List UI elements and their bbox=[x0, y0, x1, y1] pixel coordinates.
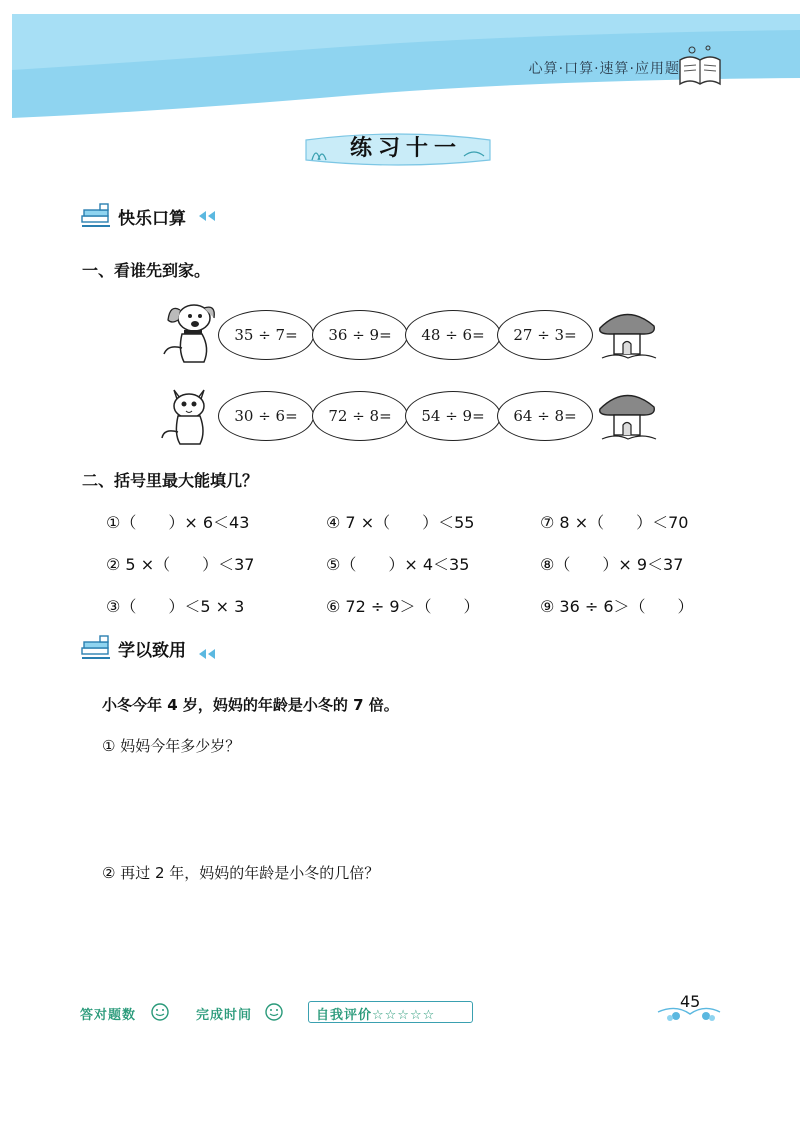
division-oval: 27 ÷ 3= bbox=[497, 310, 593, 360]
inequality-item: ⑧（ ）× 9＜37 bbox=[540, 555, 684, 574]
header-subtitle: 心算·口算·速算·应用题 bbox=[528, 61, 680, 77]
books-icon bbox=[80, 634, 114, 662]
division-oval: 54 ÷ 9= bbox=[405, 391, 501, 441]
sub-question-2: ② 再过 2 年，妈妈的年龄是小冬的几倍？ bbox=[102, 864, 380, 882]
mushroom-house-icon bbox=[596, 385, 660, 443]
smiley-icon bbox=[150, 1002, 170, 1022]
dog-icon bbox=[158, 298, 220, 366]
completion-time-label: 完成时间 bbox=[196, 1008, 253, 1023]
section-heading-xueyi: 学以致用 bbox=[118, 641, 186, 661]
open-book-icon bbox=[676, 42, 724, 90]
self-rating-label: 自我评价☆☆☆☆☆ bbox=[316, 1008, 436, 1023]
question-1-title: 一、看谁先到家。 bbox=[82, 261, 211, 280]
section-heading-kuaile: 快乐口算 bbox=[118, 209, 186, 229]
mushroom-house-icon bbox=[596, 304, 660, 362]
inequality-item: ⑤（ ）× 4＜35 bbox=[326, 555, 470, 574]
arrows-icon bbox=[197, 210, 217, 222]
inequality-item: ⑦ 8 ×（ ）＜70 bbox=[540, 513, 689, 532]
inequality-item: ⑥ 72 ÷ 9＞（ ） bbox=[326, 597, 480, 616]
division-oval: 64 ÷ 8= bbox=[497, 391, 593, 441]
question-2-title: 二、括号里最大能填几？ bbox=[82, 471, 259, 490]
page-title: 练习十一 bbox=[350, 136, 463, 161]
inequality-item: ④ 7 ×（ ）＜55 bbox=[326, 513, 475, 532]
inequality-item: ⑨ 36 ÷ 6＞（ ） bbox=[540, 597, 694, 616]
arrows-icon bbox=[197, 648, 217, 660]
sub-question-1: ① 妈妈今年多少岁？ bbox=[102, 737, 241, 755]
correct-count-label: 答对题数 bbox=[80, 1008, 137, 1023]
division-oval: 48 ÷ 6= bbox=[405, 310, 501, 360]
division-oval: 35 ÷ 7= bbox=[218, 310, 314, 360]
inequality-item: ①（ ）× 6＜43 bbox=[106, 513, 250, 532]
division-oval: 30 ÷ 6= bbox=[218, 391, 314, 441]
inequality-item: ② 5 ×（ ）＜37 bbox=[106, 555, 255, 574]
books-icon bbox=[80, 202, 114, 230]
division-oval: 72 ÷ 8= bbox=[312, 391, 408, 441]
cat-icon bbox=[160, 380, 218, 448]
inequality-item: ③（ ）＜5 × 3 bbox=[106, 597, 245, 616]
page-number: 45 bbox=[680, 992, 701, 1011]
word-problem: 小冬今年 4 岁，妈妈的年龄是小冬的 7 倍。 bbox=[102, 696, 399, 714]
division-oval: 36 ÷ 9= bbox=[312, 310, 408, 360]
smiley-icon bbox=[264, 1002, 284, 1022]
